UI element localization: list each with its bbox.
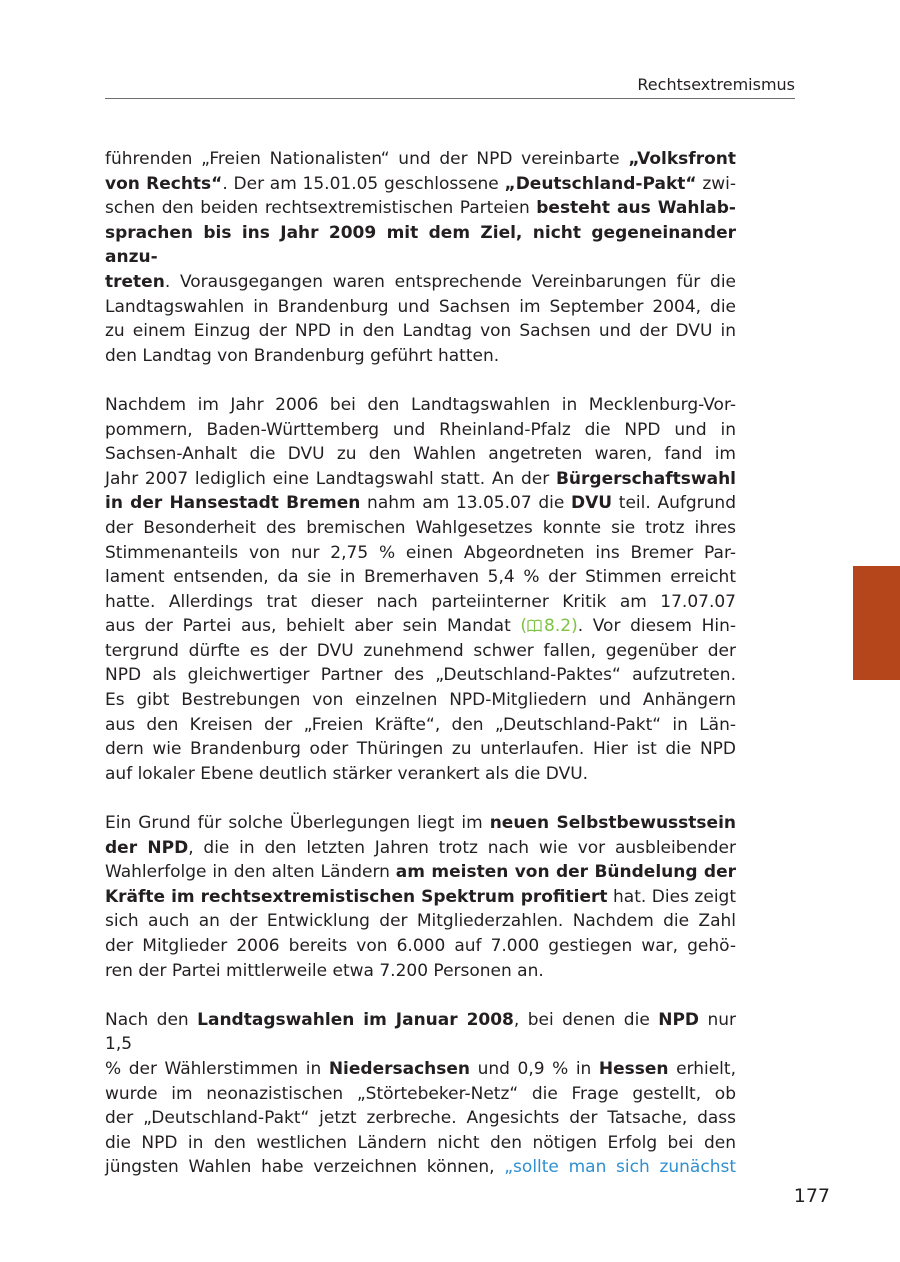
text-span: jüngsten Wahlen habe verzeichnen können, <box>105 1157 505 1178</box>
text-span: aus der Partei aus, behielt aber sein Mandat <box>105 616 521 637</box>
bold-text: der NPD <box>105 837 189 858</box>
paragraph-3 <box>105 811 736 983</box>
text-line: wurde im neonazistischen „Störtebeker-Netz“ die Frage gestellt, ob <box>105 1083 736 1104</box>
text-line <box>105 270 736 295</box>
text-span: teil. Aufgrund <box>612 493 736 514</box>
text-line: Nachdem im Jahr 2006 bei den Landtagswahlen in Mecklenburg-Vor- <box>105 394 736 415</box>
bold-text: Niedersachsen <box>328 1058 471 1079</box>
text-span: schen den beiden rechtsextremistischen Parteien <box>105 198 537 219</box>
text-line <box>105 1008 736 1057</box>
text-span: , die in den letzten Jahren trotz nach wie vor ausbleibender <box>188 837 736 858</box>
text-line: auf lokaler Ebene deutlich stärker verankert als die DVU. <box>105 763 589 784</box>
text-line <box>105 147 736 172</box>
quote-link[interactable]: „sollte man sich zunächst <box>504 1157 736 1178</box>
bold-text: in der Hansestadt Bremen <box>105 493 361 514</box>
body-text <box>105 147 736 1180</box>
reference-label: 8.2) <box>544 616 578 637</box>
text-line: der „Deutschland-Pakt“ jetzt zerbreche. Angesichts der Tatsache, dass <box>105 1108 736 1129</box>
text-span: und 0,9 % in <box>470 1058 599 1079</box>
text-line <box>105 491 736 516</box>
text-span: führenden „Freien Nationalisten“ und der NPD vereinbarte <box>105 149 629 169</box>
bold-text: Bürgerschaftswahl <box>555 468 736 489</box>
text-span: . Vor diesem Hin- <box>577 616 736 637</box>
text-span: hat. Dies zeigt <box>607 886 736 907</box>
book-icon <box>527 619 542 632</box>
chapter-tab-marker <box>853 566 900 680</box>
text-span: . Der am 15.01.05 geschlossene <box>222 173 505 194</box>
text-span: Jahr 2007 lediglich eine Landtagswahl statt. An der <box>105 468 556 489</box>
text-line <box>105 196 736 221</box>
text-line <box>105 860 736 885</box>
text-line: zu einem Einzug der NPD in den Landtag von Sachsen und der DVU in <box>105 321 736 342</box>
bold-text: Landtagswahlen im Januar 2008 <box>197 1009 514 1030</box>
text-line: den Landtag von Brandenburg geführt hatten. <box>105 345 500 366</box>
paragraph-gap <box>105 786 736 811</box>
text-line: der Mitglieder 2006 bereits von 6.000 auf 7.000 gestiegen war, gehö- <box>105 936 736 956</box>
text-span: nur 1,5 <box>105 1009 736 1055</box>
text-line: pommern, Baden-Württemberg und Rheinland-Pfalz die NPD und in <box>105 419 736 440</box>
paragraph-1 <box>105 147 736 368</box>
bold-text: besteht aus Wahlab- <box>536 198 736 219</box>
text-line <box>105 836 736 861</box>
text-line: NPD als gleichwertiger Partner des „Deutschland-Paktes“ aufzutreten. <box>105 665 736 686</box>
text-line: sich auch an der Entwicklung der Mitgliederzahlen. Nachdem die Zahl <box>105 911 736 932</box>
cross-reference-link[interactable] <box>520 616 577 636</box>
text-span: % der Wählerstimmen in <box>105 1058 329 1079</box>
bold-text: Kräfte im rechtsextremistischen Spektrum profitiert <box>105 886 608 907</box>
text-line: tergrund dürfte es der DVU zunehmend schwer fallen, gegenüber der <box>105 640 736 661</box>
running-header: Rechtsextremismus <box>637 75 795 94</box>
paragraph-gap <box>105 983 736 1008</box>
text-line <box>105 1057 736 1082</box>
text-span: . Vorausgegangen waren entsprechende Vereinbarungen für die <box>164 271 736 292</box>
text-span: Wahlerfolge in den alten Ländern <box>105 862 396 883</box>
text-span: , bei denen die <box>513 1009 659 1030</box>
text-span: Ein Grund für solche Überlegungen liegt im <box>105 813 490 834</box>
bold-text: NPD <box>658 1009 700 1030</box>
text-line <box>105 172 736 197</box>
text-line: hatte. Allerdings trat dieser nach parteiinterner Kritik am 17.07.07 <box>105 591 736 612</box>
text-line: der Besonderheit des bremischen Wahlgesetzes konnte sie trotz ihres <box>105 517 736 538</box>
text-line: Landtagswahlen in Brandenburg und Sachsen im September 2004, die <box>105 296 736 317</box>
text-line: lament entsenden, da sie in Bremerhaven 5,4 % der Stimmen erreicht <box>105 567 736 588</box>
bold-text: sprachen bis ins Jahr 2009 mit dem Ziel, nicht gegeneinander anzu- <box>105 222 736 268</box>
text-line: Sachsen-Anhalt die DVU zu den Wahlen angetreten waren, fand im <box>105 444 736 465</box>
bold-text: „Volksfront <box>628 149 736 169</box>
page-number: 177 <box>793 1185 830 1207</box>
text-span: Nach den <box>105 1009 198 1030</box>
text-line <box>105 1155 736 1180</box>
bold-text: am meisten von der Bündelung der <box>395 862 736 883</box>
text-span: erhielt, <box>668 1058 736 1079</box>
reference-paren: ( <box>520 616 528 637</box>
bold-text: Hessen <box>598 1058 669 1079</box>
text-line <box>105 811 736 836</box>
text-line: Stimmenanteils von nur 2,75 % einen Abgeordneten ins Bremer Par- <box>105 542 736 563</box>
text-line <box>105 614 736 639</box>
text-line: die NPD in den westlichen Ländern nicht den nötigen Erfolg bei den <box>105 1132 736 1153</box>
text-line <box>105 885 736 910</box>
bold-text: „Deutschland-Pakt“ <box>504 173 697 194</box>
header-rule <box>105 98 795 99</box>
bold-text: treten <box>105 271 165 292</box>
text-span: nahm am 13.05.07 die <box>360 493 572 514</box>
text-line: aus den Kreisen der „Freien Kräfte“, den „Deutschland-Pakt“ in Län- <box>105 714 736 735</box>
text-line <box>105 467 736 492</box>
text-span: zwi- <box>696 173 737 194</box>
bold-text: von Rechts“ <box>105 173 223 194</box>
paragraph-4 <box>105 1008 736 1180</box>
paragraph-gap <box>105 368 736 393</box>
bold-text: neuen Selbstbewusstsein <box>489 813 736 834</box>
text-line: ren der Partei mittlerweile etwa 7.200 Personen an. <box>105 960 544 981</box>
text-line <box>105 221 736 270</box>
text-line: Es gibt Bestrebungen von einzelnen NPD-Mitgliedern und Anhängern <box>105 690 736 711</box>
paragraph-2 <box>105 393 736 787</box>
text-line: dern wie Brandenburg oder Thüringen zu unterlaufen. Hier ist die NPD <box>105 739 736 760</box>
bold-text: DVU <box>571 493 613 514</box>
